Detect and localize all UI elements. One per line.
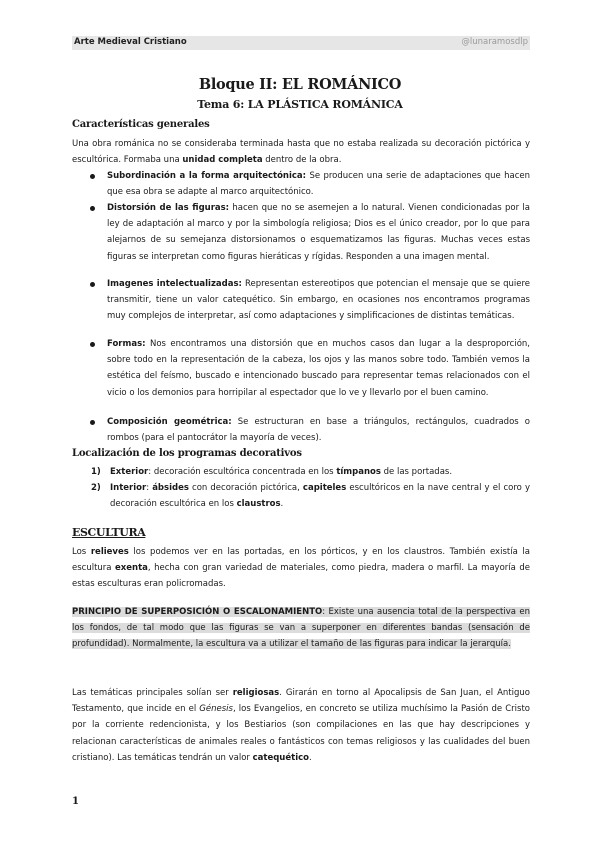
numbered-item: 2) Interior: ábsides con decoración pictórica, capiteles escultóricos en la nave central y el coro y decoración escultórica en los claustros. (91, 480, 530, 512)
theme-title: Tema 6: LA PLÁSTICA ROMÁNICA (197, 98, 403, 111)
bullet-dot (90, 206, 95, 211)
header-handle: @lunaramosdlp (461, 37, 528, 47)
bullet-item: Formas: Nos encontramos una distorsión que en muchos casos dan lugar a la desproporción, sobre todo en la representación de la cabeza, los ojos y las manos sobre todo. También vemos la estética del feísmo, buscado e intencionado buscado para representar temas relacionados con el vicio o los demonios para horripilar al espectador que lo ve y llevarlo por el buen camino. (91, 336, 530, 401)
programs-heading: Localización de los programas decorativos (72, 448, 302, 459)
page-number: 1 (72, 796, 79, 807)
bullet-item: Composición geométrica: Se estructuran en base a triángulos, rectángulos, cuadrados o rombos (para el pantocrátor la mayoría de veces). (91, 414, 530, 446)
item-number: 1) (91, 467, 101, 477)
numbered-item: 1) Exterior: decoración escultórica concentrada en los tímpanos de las portadas. (91, 464, 530, 480)
bullet-item: Distorsión de las figuras: hacen que no se asemejen a lo natural. Vienen condicionadas por la ley de adaptación al marco y por la simbología religiosa; Dios es el único creador, por lo que para alejarnos de su semejanza distorsionamos o esquematizamos las figuras. Muchas veces estas figuras se interpretan como figuras hieráticas y rígidas. Responden a una imagen mental. (91, 200, 530, 265)
bullet-dot (90, 342, 95, 347)
bullet-item: Subordinación a la forma arquitectónica: Se producen una serie de adaptaciones que hacen que esa obra se adapte al marco arquitectónico. (91, 168, 530, 200)
tematicas-paragraph: Las temáticas principales solían ser religiosas. Girarán en torno al Apocalipsis de San Juan, el Antiguo Testamento, que incide en el Génesis, los Evangelios, en concreto se utiliza muchísimo la Pasión de Cristo por la corriente redencionista, y los Bestiarios (son compilaciones en las que hay descripciones y relacionan características de animales reales o fantásticos con temas religiosos y las cualidades del buen cristiano). Las temáticas tendrán un valor catequético. (72, 688, 531, 763)
item-number: 2) (91, 483, 101, 493)
header-title: Arte Medieval Cristiano (74, 37, 187, 47)
escultura-relieves-paragraph: Los relieves los podemos ver en las portadas, en los pórticos, y en los claustros. También existía la escultura exenta, hecha con gran variedad de materiales, como piedra, madera o marfil. La mayoría de estas esculturas eran policromadas. (72, 547, 530, 590)
block-title: Bloque II: EL ROMÁNICO (198, 76, 402, 93)
bullet-item: Imagenes intelectualizadas: Representan estereotipos que potencian el mensaje que se quiere transmitir, tiene un valor catequético. Sin embargo, en ocasiones nos encontramos programas muy complejos de interpretar, así como adaptaciones y simplificaciones de distintas temáticas. (91, 276, 530, 325)
bullet-dot (90, 174, 95, 179)
escalonamiento-paragraph: PRINCIPIO DE SUPERPOSICIÓN O ESCALONAMIENTO: Existe una ausencia total de la perspectiva en los fondos, de tal modo que las figuras se van a superponer en diferentes bandas (sensación de profundidad). Normalmente, la escultura va a utilizar el tamaño de las figuras para indicar la jerarquía. (72, 607, 530, 650)
general-heading: Características generales (72, 119, 210, 130)
bullet-dot (90, 420, 95, 425)
escultura-heading: ESCULTURA (72, 526, 146, 539)
general-intro: Una obra románica no se consideraba terminada hasta que no estaba realizada su decoración pictórica y escultórica. Formaba una unidad completa dentro de la obra. (72, 139, 530, 166)
bullet-dot (90, 282, 95, 287)
